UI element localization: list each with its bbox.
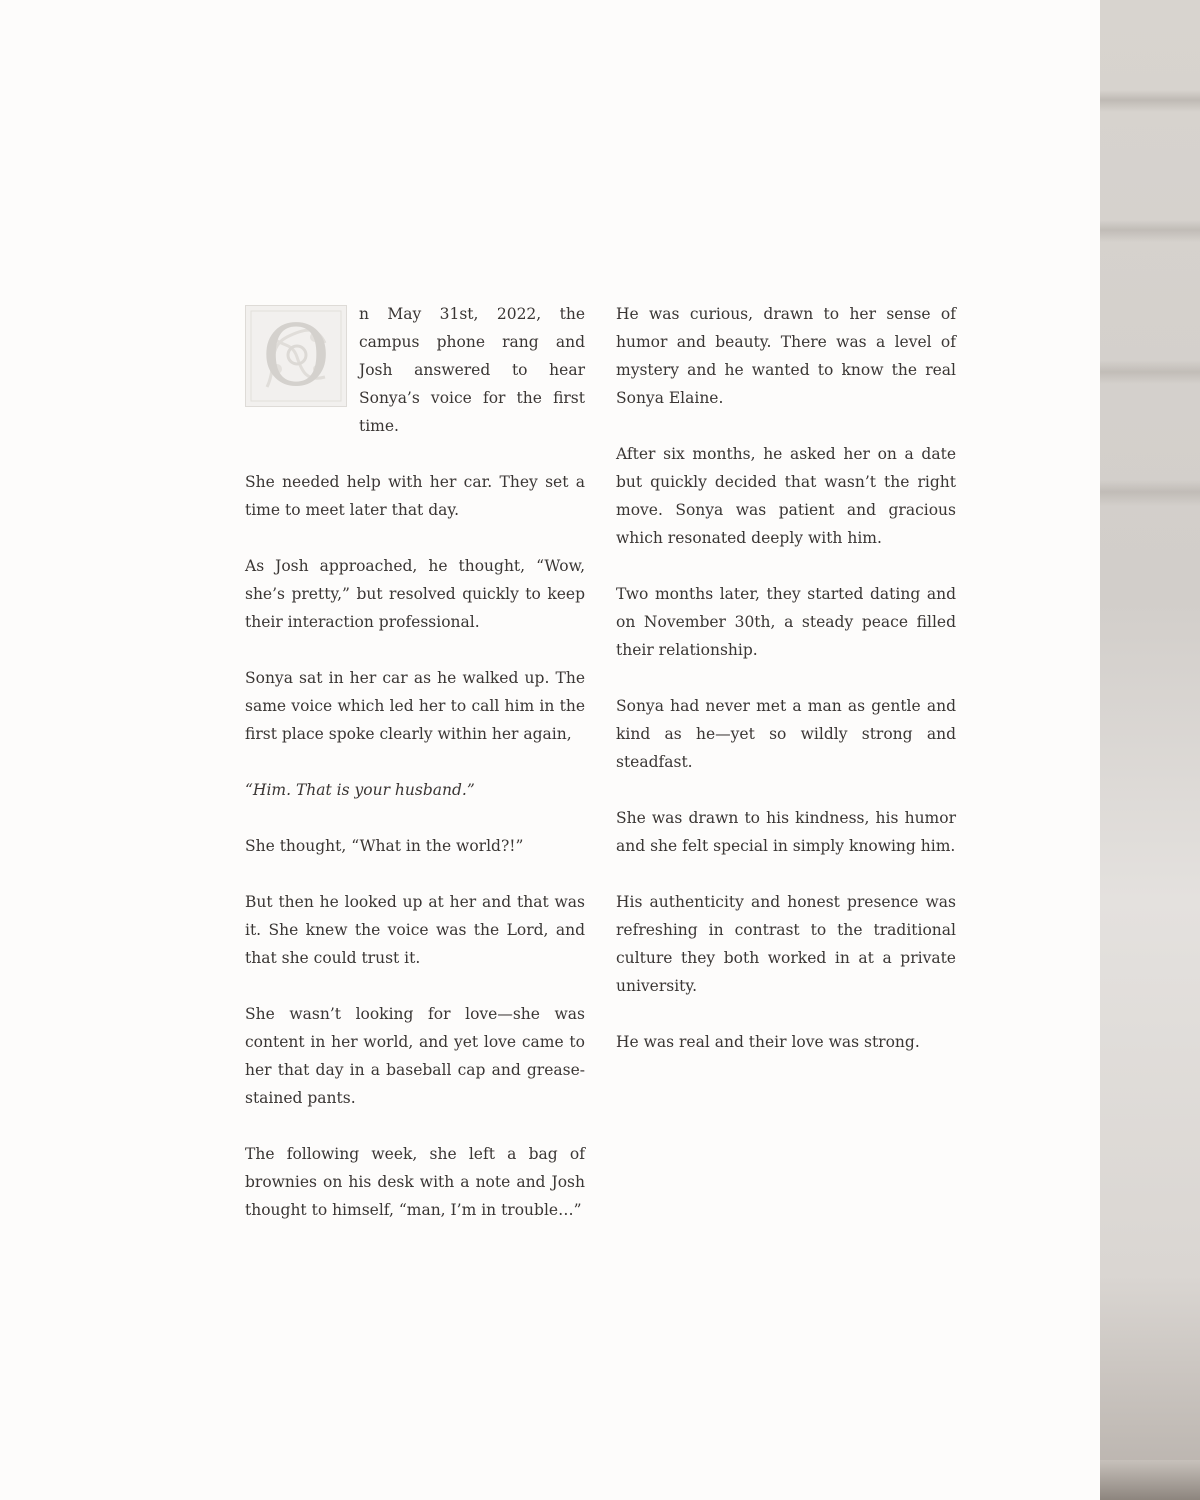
opening-paragraph-text: n May 31st, 2022, the campus phone rang and Josh answered to hear Sonya’s voice for the first time. xyxy=(359,305,585,435)
dropcap-letter: O xyxy=(261,307,331,405)
photo-strip-shadow xyxy=(1100,1460,1200,1500)
paragraph: She thought, “What in the world?!” xyxy=(245,837,524,855)
ornamental-dropcap xyxy=(245,305,347,407)
background-photo-strip xyxy=(1100,0,1200,1500)
paragraph: He was real and their love was strong. xyxy=(616,1033,920,1051)
paragraph: Sonya had never met a man as gentle and kind as he—yet so wildly strong and steadfast. xyxy=(616,697,956,771)
paragraph: But then he looked up at her and that was it. She knew the voice was the Lord, and that she could trust it. xyxy=(245,893,585,967)
paragraph: Sonya sat in her car as he walked up. The same voice which led her to call him in the first place spoke clearly within her again, xyxy=(245,669,585,743)
paragraph: She was drawn to his kindness, his humor and she felt special in simply knowing him. xyxy=(616,809,956,855)
story-column-right xyxy=(616,300,956,1084)
italic-quote: “Him. That is your husband.” xyxy=(245,781,475,799)
paragraph: Two months later, they started dating and on November 30th, a steady peace filled their relationship. xyxy=(616,585,956,659)
story-column-left xyxy=(245,300,585,1252)
paragraph: The following week, she left a bag of brownies on his desk with a note and Josh thought to himself, “man, I’m in trouble…” xyxy=(245,1145,585,1219)
opening-paragraph xyxy=(245,300,585,440)
paragraph: She wasn’t looking for love—she was content in her world, and yet love came to her that day in a baseball cap and grease-stained pants. xyxy=(245,1005,585,1107)
paragraph: After six months, he asked her on a date but quickly decided that wasn’t the right move. Sonya was patient and gracious which resonated deeply with him. xyxy=(616,445,956,547)
paragraph: His authenticity and honest presence was refreshing in contrast to the traditional culture they both worked in at a private university. xyxy=(616,893,956,995)
paragraph: As Josh approached, he thought, “Wow, she’s pretty,” but resolved quickly to keep their interaction professional. xyxy=(245,557,585,631)
paragraph: He was curious, drawn to her sense of humor and beauty. There was a level of mystery and he wanted to know the real Sonya Elaine. xyxy=(616,305,956,407)
paragraph: She needed help with her car. They set a time to meet later that day. xyxy=(245,473,585,519)
